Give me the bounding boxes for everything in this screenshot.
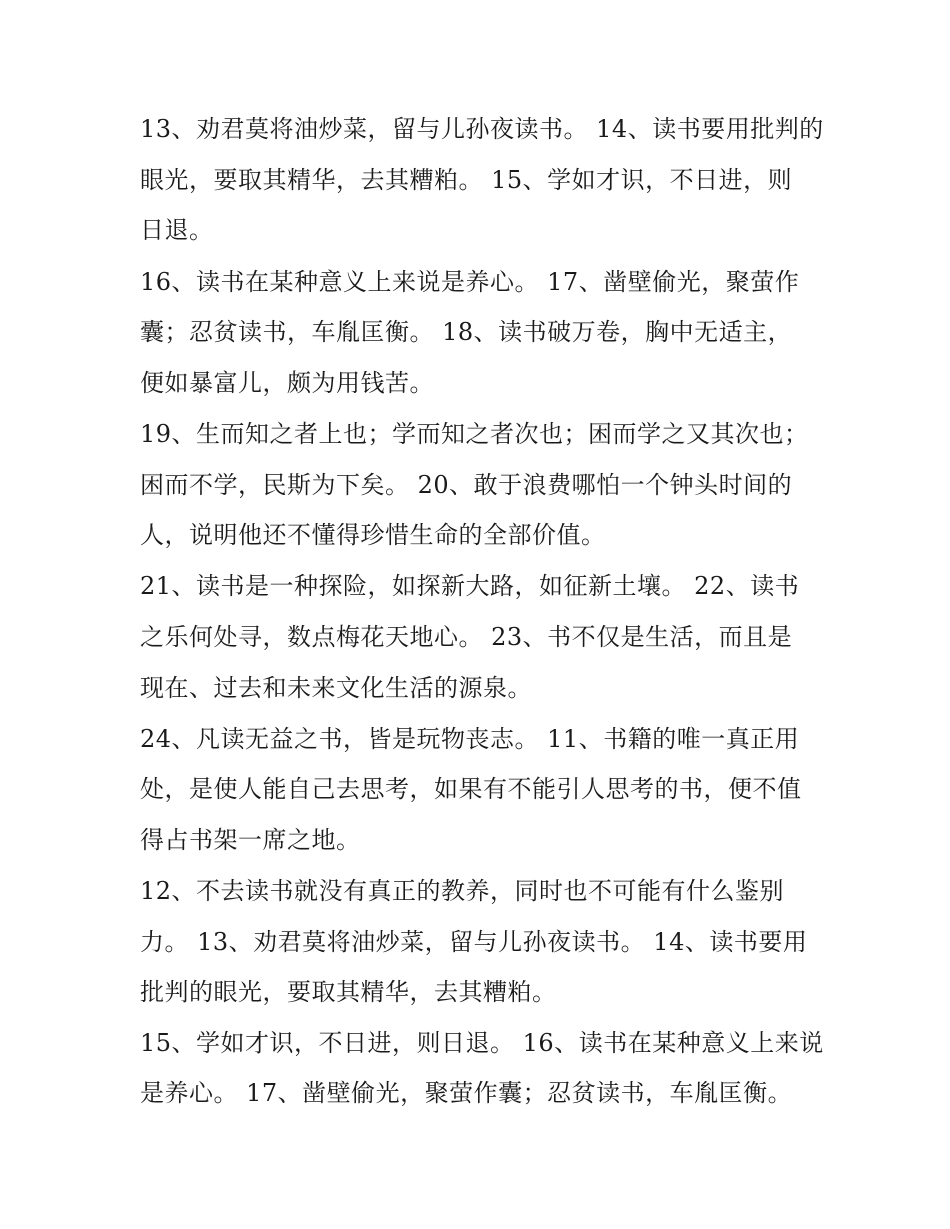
text-line: 15、学如才识，不日进，则日退。 16、读书在某种意义上来说 [140, 1029, 824, 1057]
text-line: 得占书架一席之地。 [140, 826, 361, 854]
text-line: 现在、过去和未来文化生活的源泉。 [140, 674, 532, 702]
text-line: 人，说明他还不懂得珍惜生命的全部价值。 [140, 521, 606, 549]
text-line: 囊；忍贫读书，车胤匡衡。 18、读书破万卷，胸中无适主， [140, 318, 793, 346]
text-line: 21、读书是一种探险，如探新大路，如征新土壤。 22、读书 [140, 572, 800, 600]
text-line: 处，是使人能自己去思考，如果有不能引人思考的书，便不值 [140, 775, 802, 803]
text-line: 12、不去读书就没有真正的教养，同时也不可能有什么鉴别 [140, 877, 785, 905]
text-line: 16、读书在某种意义上来说是养心。 17、凿壁偷光，聚萤作 [140, 268, 800, 296]
text-line: 19、生而知之者上也；学而知之者次也；困而学之又其次也； [140, 420, 809, 448]
text-line: 困而不学，民斯为下矣。 20、敢于浪费哪怕一个钟头时间的 [140, 471, 793, 499]
text-line: 24、凡读无益之书，皆是玩物丧志。 11、书籍的唯一真正用 [140, 725, 800, 753]
text-line: 日退。 [140, 216, 214, 244]
text-line: 力。 13、劝君莫将油炒菜，留与儿孙夜读书。 14、读书要用 [140, 928, 808, 956]
text-line: 眼光，要取其精华，去其糟粕。 15、学如才识，不日进，则 [140, 166, 793, 194]
text-line: 批判的眼光，要取其精华，去其糟粕。 [140, 978, 557, 1006]
text-line: 13、劝君莫将油炒菜，留与儿孙夜读书。 14、读书要用批判的 [140, 115, 824, 143]
text-line: 之乐何处寻，数点梅花天地心。 23、书不仅是生活，而且是 [140, 623, 793, 651]
text-line: 是养心。 17、凿壁偷光，聚萤作囊；忍贫读书，车胤匡衡。 [140, 1079, 793, 1107]
text-line: 便如暴富儿，颇为用钱苦。 [140, 369, 434, 397]
